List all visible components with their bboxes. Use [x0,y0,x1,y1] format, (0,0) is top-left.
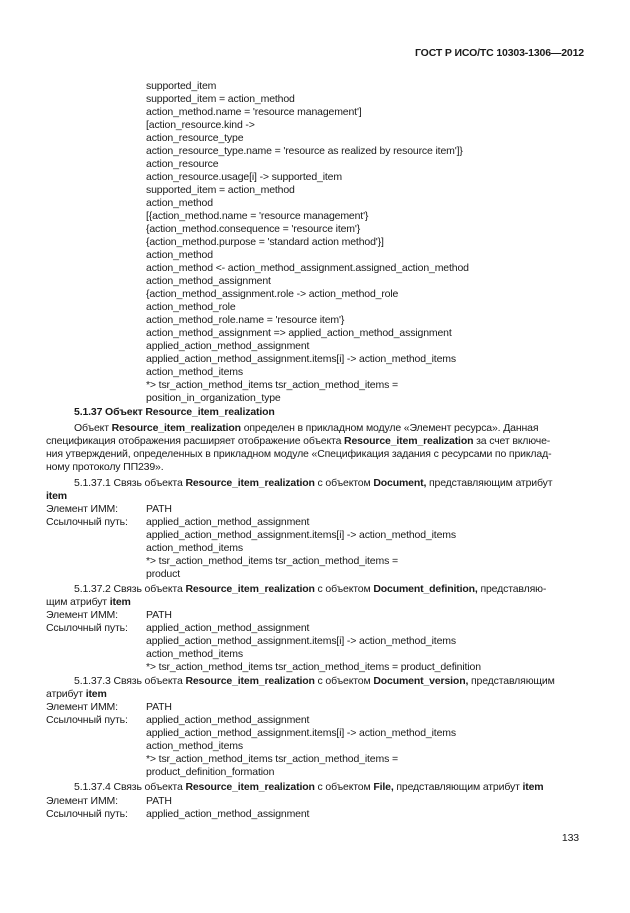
code-line: action_method <- action_method_assignment.assigned_action_method [146,262,469,274]
ref-path-label: Ссылочный путь: [46,714,128,726]
imm-label: Элемент ИММ: [46,795,118,807]
imm-value: PATH [146,795,172,807]
code-line: action_method_items [146,740,243,752]
imm-label: Элемент ИММ: [46,503,118,515]
code-line: action_method [146,249,213,261]
code-line: applied_action_method_assignment.items[i] -> action_method_items [146,353,456,365]
subsection-heading-cont: щим атрибут item [46,596,131,608]
code-line: position_in_organization_type [146,392,281,404]
subsection-heading: 5.1.37.2 Связь объекта Resource_item_realization с объектом Document_definition, представляю- [74,583,547,595]
code-line: action_method_assignment [146,275,271,287]
subsection-heading: 5.1.37.3 Связь объекта Resource_item_realization с объектом Document_version, представляющим [74,675,555,687]
imm-label: Элемент ИММ: [46,701,118,713]
subsection-heading: 5.1.37.4 Связь объекта Resource_item_realization с объектом File, представляющим атрибут item [74,781,544,793]
subsection-heading: 5.1.37.1 Связь объекта Resource_item_realization с объектом Document, представляющим атрибут [74,477,553,489]
imm-value: PATH [146,701,172,713]
attribute-name: item [46,490,67,502]
code-line: applied_action_method_assignment [146,714,310,726]
code-line: *> tsr_action_method_items tsr_action_method_items = product_definition [146,661,481,673]
code-line: *> tsr_action_method_items tsr_action_method_items = [146,753,398,765]
code-line: applied_action_method_assignment.items[i] -> action_method_items [146,635,456,647]
code-line: {action_method.purpose = 'standard action method'}] [146,236,384,248]
code-line: action_resource.usage[i] -> supported_item [146,171,342,183]
code-line: action_method_role [146,301,236,313]
code-line: product [146,568,180,580]
page-number: 133 [561,832,579,844]
paragraph-line: спецификация отображения расширяет отображение объекта Resource_item_realization за счет включе- [46,435,551,447]
code-line: *> tsr_action_method_items tsr_action_method_items = [146,555,398,567]
paragraph-line: Объект Resource_item_realization определен в прикладном модуле «Элемент ресурса». Данная [74,422,539,434]
code-line: action_method [146,197,213,209]
code-line: [action_resource.kind -> [146,119,255,131]
code-line: action_method.name = 'resource management'] [146,106,362,118]
code-line: {action_method.consequence = 'resource item'} [146,223,361,235]
section-heading: 5.1.37 Объект Resource_item_realization [74,406,275,418]
imm-label: Элемент ИММ: [46,609,118,621]
code-line: action_resource_type [146,132,244,144]
code-line: action_resource [146,158,219,170]
code-line: action_method_items [146,542,243,554]
ref-path-label: Ссылочный путь: [46,808,128,820]
ref-path-label: Ссылочный путь: [46,622,128,634]
code-line: action_method_assignment => applied_action_method_assignment [146,327,452,339]
code-line: product_definition_formation [146,766,275,778]
code-line: applied_action_method_assignment [146,340,310,352]
code-line: *> tsr_action_method_items tsr_action_method_items = [146,379,398,391]
code-line: applied_action_method_assignment [146,808,310,820]
code-line: supported_item [146,80,217,92]
code-line: applied_action_method_assignment.items[i] -> action_method_items [146,529,456,541]
code-line: action_method_items [146,366,243,378]
code-line: applied_action_method_assignment [146,622,310,634]
paragraph-line: ния утверждений, определенных в прикладном модуле «Спецификация задания с ресурсами по приклад- [46,448,552,460]
imm-value: PATH [146,503,172,515]
code-line: action_method_role.name = 'resource item'} [146,314,345,326]
code-line: action_resource_type.name = 'resource as realized by resource item']} [146,145,463,157]
subsection-heading-cont: атрибут item [46,688,107,700]
code-line: applied_action_method_assignment.items[i] -> action_method_items [146,727,456,739]
imm-value: PATH [146,609,172,621]
code-line: supported_item = action_method [146,93,295,105]
code-line: applied_action_method_assignment [146,516,310,528]
document-header: ГОСТ Р ИСО/ТС 10303-1306—2012 [415,47,584,59]
code-line: {action_method_assignment.role -> action_method_role [146,288,399,300]
code-line: action_method_items [146,648,243,660]
code-line: [{action_method.name = 'resource management'} [146,210,369,222]
ref-path-label: Ссылочный путь: [46,516,128,528]
code-line: supported_item = action_method [146,184,295,196]
paragraph-line: ному протоколу ПП239». [46,461,164,473]
